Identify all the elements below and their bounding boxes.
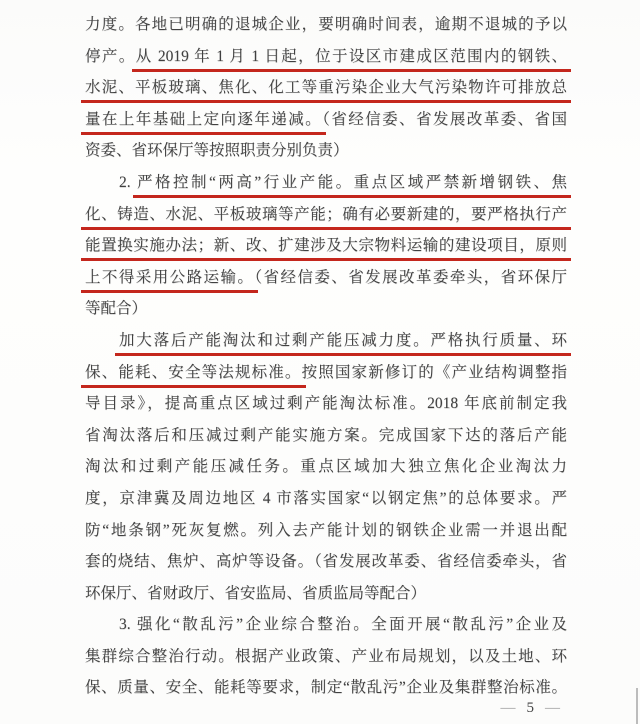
text-line: [85, 325, 567, 357]
text-line: [85, 578, 567, 610]
page-number-dash-left: —: [500, 700, 517, 716]
text-line: [85, 104, 567, 136]
text-segment: 环保厅、省财政厅、省安监局、省质监局等配合）: [85, 584, 427, 602]
text-segment: 省淘汰落后和压减过剩产能实施方案。完成国家下达的落后产能: [85, 426, 567, 444]
text-segment: 防“地条钢”死灰复燃。列入去产能计划的钢铁企业需一并退出配: [85, 521, 567, 539]
text-segment: 套的烧结、焦炉、高炉等设备。（省发展改革委、省经信委牵头，省: [85, 553, 567, 571]
text-segment: （省经信委、省发展改革委、省国: [322, 110, 567, 128]
text-segment: 停产。: [85, 47, 136, 65]
page-number-dash-right: —: [545, 700, 561, 716]
paragraph: [85, 325, 567, 609]
underlined-text: 加大落后产能淘汰和过剩产能压减力度。严格执行质量、环: [115, 332, 571, 356]
paragraph: [85, 167, 567, 325]
underlined-text: 量在上年基础上定向逐年递减。: [81, 111, 326, 135]
text-line: [85, 357, 567, 389]
underlined-text: 水泥、平板玻璃、焦化、化工等重污染企业大气污染物许可排放总: [81, 79, 571, 103]
text-line: [85, 546, 567, 578]
underlined-text: 保、能耗、安全等法规标准。: [81, 364, 306, 388]
text-line: [85, 451, 567, 483]
paragraph: [85, 9, 567, 167]
underlined-text: 化、铸造、水泥、平板玻璃等产能；确有必要新建的，要严格执行产: [81, 206, 571, 230]
text-line: [85, 230, 567, 262]
text-line: [85, 199, 567, 231]
underlined-text: 从 2019 年 1 月 1 日起，位于设区市建成区范围内的钢铁、: [132, 48, 571, 72]
underlined-text: 上不得采用公路运输。: [81, 269, 258, 293]
text-segment: 等配合）: [85, 300, 148, 318]
text-segment: 3.: [119, 616, 137, 634]
text-segment: 强化“散乱污”企业综合整治。全面开展“散乱污”企业及: [136, 616, 567, 634]
text-line: [85, 609, 567, 641]
text-segment: 资委、省环保厅等按照职责分别负责）: [85, 142, 349, 160]
text-line: [85, 9, 567, 41]
text-line: [85, 388, 567, 420]
text-segment: 集群综合整治行动。根据产业政策、产业布局规划，以及土地、环: [85, 647, 567, 665]
text-segment: 2.: [119, 173, 137, 191]
text-segment: 力度。各地已明确的退城企业，要明确时间表，逾期不退城的予以: [85, 16, 567, 33]
text-line: [85, 135, 567, 167]
text-line: [85, 262, 567, 294]
text-line: [85, 641, 567, 673]
text-line: [85, 420, 567, 452]
underlined-text: 能置换实施办法；新、改、扩建涉及大宗物料运输的建设项目，原则: [81, 237, 571, 261]
text-line: [85, 483, 567, 515]
text-segment: （省经信委、省发展改革委牵头，省环保厅: [254, 268, 567, 286]
text-segment: 淘汰和过剩产能压减任务。重点区域加大独立焦化企业淘汰力: [85, 458, 567, 476]
underlined-text: 严格控制“两高”行业产能。重点区域严禁新增钢铁、焦: [133, 174, 571, 198]
text-segment: 导目录》，提高重点区域过剩产能淘汰标准。2018 年底前制定我: [85, 395, 567, 413]
text-segment: 保、质量、安全、能耗等要求，制定“散乱污”企业及集群整治标准。: [85, 679, 567, 697]
text-line: [85, 167, 567, 199]
document-body: [85, 9, 567, 704]
text-segment: 度，京津冀及周边地区 4 市落实国家“以钢定焦”的总体要求。严: [85, 489, 567, 507]
text-segment: 按照国家新修订的《产业结构调整指: [301, 363, 567, 381]
page-number: [85, 700, 561, 717]
text-line: [85, 41, 567, 73]
page-number-value: 5: [526, 700, 535, 716]
scan-edge-line: [636, 688, 638, 724]
paragraph: [85, 609, 567, 704]
text-line: [85, 515, 567, 547]
text-line: [85, 72, 567, 104]
text-line: [85, 293, 567, 325]
